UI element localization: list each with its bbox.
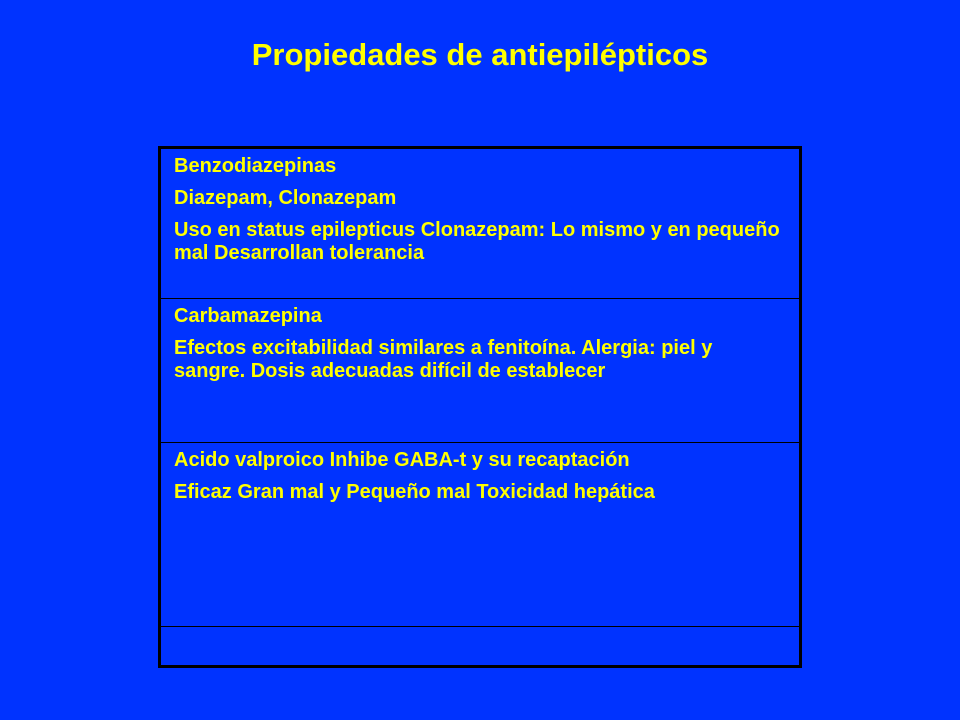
drug-examples: Diazepam, Clonazepam [174,187,397,209]
table-row-benzodiazepinas [161,149,799,299]
drug-description: Efectos excitabilidad similares a fenitoína. Alergia: piel y sangre. Dosis adecuadas difícil de establecer [174,337,713,382]
table-row-empty [161,627,799,665]
drug-name: Benzodiazepinas [174,155,337,177]
table-row-carbamazepina [161,299,799,443]
drug-name-mechanism: Acido valproico Inhibe GABA-t y su recaptación [174,449,630,471]
slide-title: Propiedades de antiepilépticos [251,37,709,72]
drug-description: Eficaz Gran mal y Pequeño mal Toxicidad hepática [174,481,655,503]
drug-name: Carbamazepina [174,305,322,327]
drug-properties-table [158,146,802,668]
drug-description: Uso en status epilepticus Clonazepam: Lo mismo y en pequeño mal Desarrollan tolerancia [174,219,780,264]
table-row-acido-valproico [161,443,799,627]
